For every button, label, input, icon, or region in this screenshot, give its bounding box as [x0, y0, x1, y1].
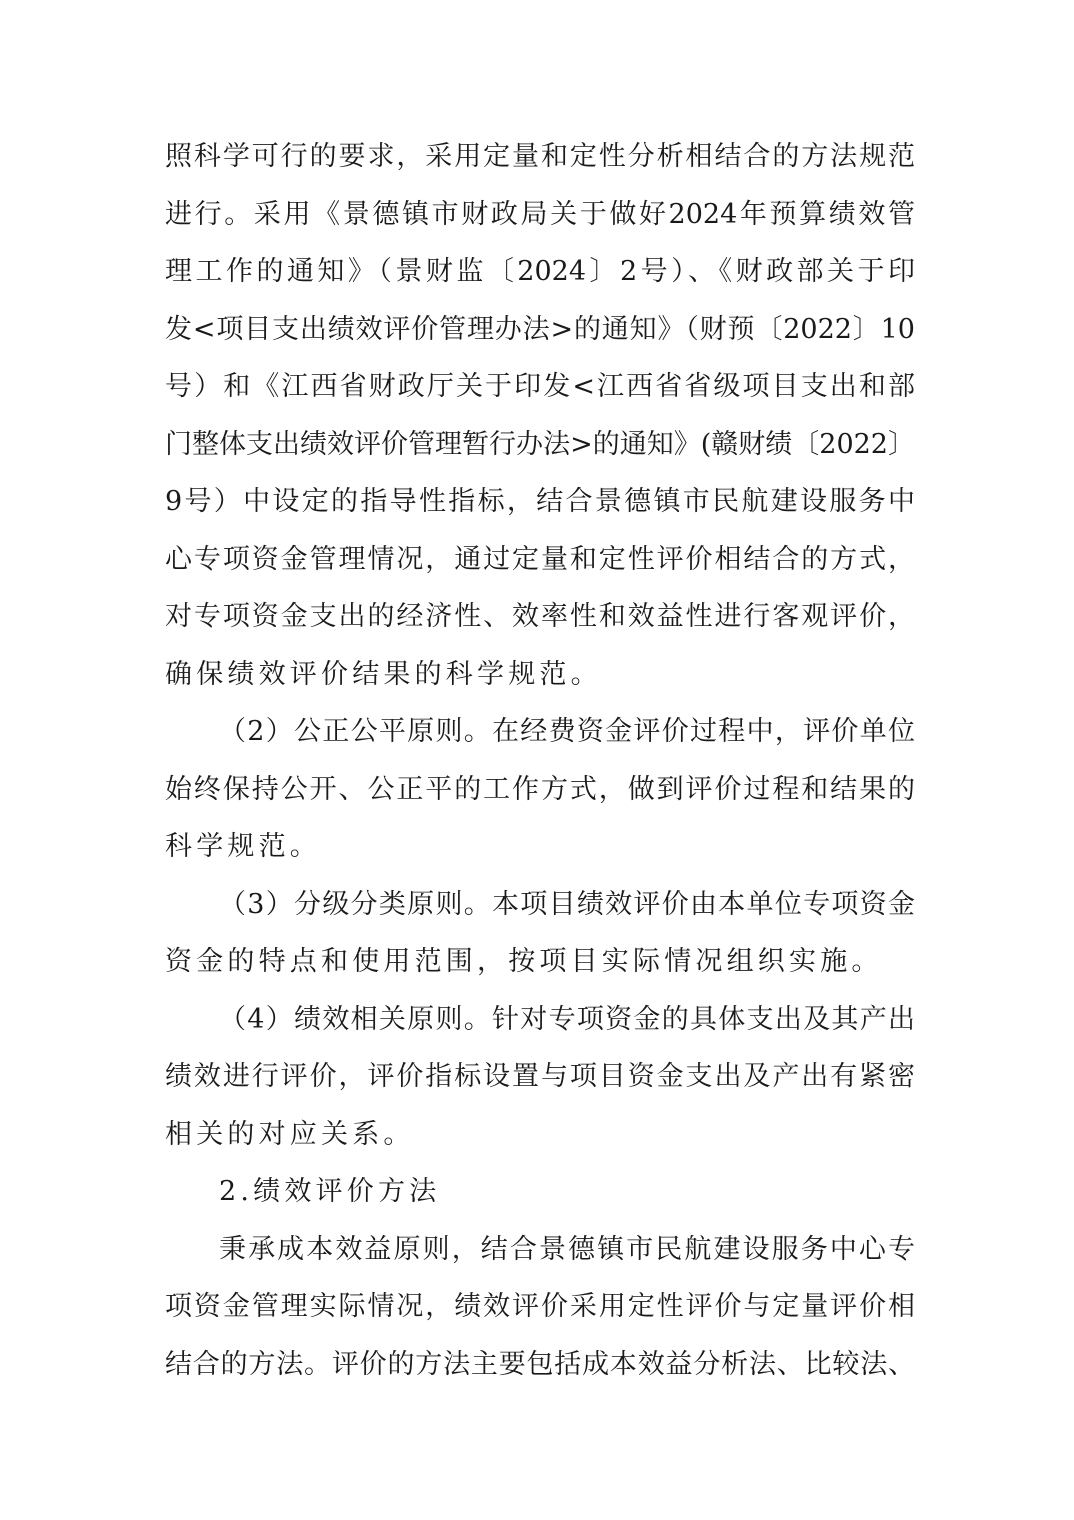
paragraph-5-line-1: 秉承成本效益原则，结合景德镇市民航建设服务中心专 — [219, 1233, 915, 1265]
text-line-2: 进行。采用《景德镇市财政局关于做好2024年预算绩效管 — [165, 198, 915, 230]
body-text — [165, 128, 915, 1393]
text-line-5: 号）和《江西省财政厅关于印发<江西省省级项目支出和部 — [165, 371, 915, 402]
paragraph-3-line-1: （3）分级分类原则。本项目绩效评价由本单位专项资金 — [219, 888, 915, 920]
text-line-4: 发<项目支出绩效评价管理办法>的通知》（财预〔2022〕10 — [165, 313, 915, 345]
paragraph-2-line-1: （2）公正公平原则。在经费资金评价过程中，评价单位 — [219, 716, 915, 747]
text-line-3: 理工作的通知》（景财监〔2024〕2号）、《财政部关于印 — [165, 256, 915, 287]
paragraph-3-line-2: 资金的特点和使用范围，按项目实际情况组织实施。 — [165, 946, 883, 977]
paragraph-5-line-3: 结合的方法。评价的方法主要包括成本效益分析法、比较法、 — [165, 1348, 915, 1380]
text-line-9: 对专项资金支出的经济性、效率性和效益性进行客观评价， — [165, 601, 915, 632]
paragraph-2-line-3: 科学规范。 — [165, 831, 321, 862]
paragraph-4-line-2: 绩效进行评价，评价指标设置与项目资金支出及产出有紧密 — [165, 1061, 915, 1092]
paragraph-4-line-3: 相关的对应关系。 — [165, 1118, 415, 1150]
text-line-10: 确保绩效评价结果的科学规范。 — [165, 658, 602, 690]
text-line-6: 门整体支出绩效评价管理暂行办法>的通知》(赣财绩〔2022〕 — [165, 428, 915, 460]
paragraph-5-line-2: 项资金管理实际情况，绩效评价采用定性评价与定量评价相 — [165, 1291, 915, 1322]
section-heading: 2.绩效评价方法 — [219, 1176, 441, 1207]
paragraph-4-line-1: （4）绩效相关原则。针对专项资金的具体支出及其产出 — [219, 1003, 915, 1035]
text-line-8: 心专项资金管理情况，通过定量和定性评价相结合的方式， — [165, 543, 915, 575]
text-line-7: 9号）中设定的指导性指标，结合景德镇市民航建设服务中 — [165, 486, 915, 517]
text-line-1: 照科学可行的要求，采用定量和定性分析相结合的方法规范 — [165, 141, 915, 172]
paragraph-2-line-2: 始终保持公开、公正平的工作方式，做到评价过程和结果的 — [165, 773, 915, 805]
